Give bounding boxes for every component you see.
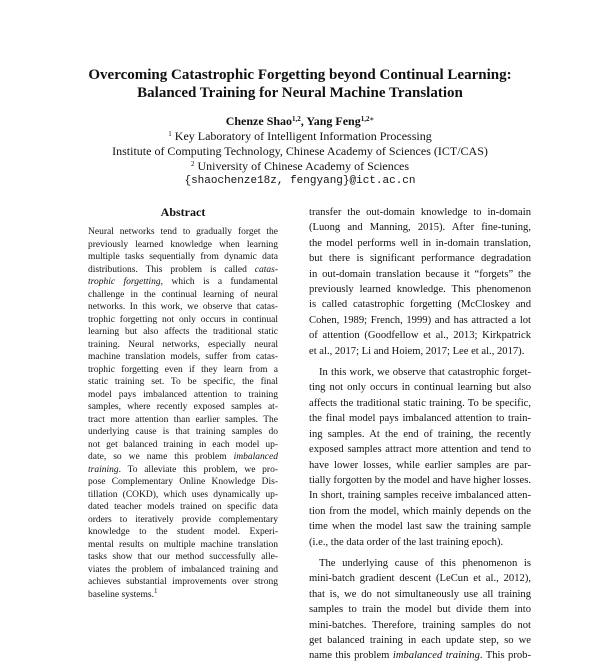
text-run: samples to train the model but divide them into [309, 604, 531, 616]
affiliation-line [60, 129, 540, 144]
text-line [88, 339, 278, 352]
text-line [309, 251, 531, 266]
affiliation-line [60, 144, 540, 159]
text-line [309, 328, 531, 343]
text-run: orders to iteratively provide complementary [88, 514, 278, 525]
footnote-mark: 1 [153, 586, 158, 595]
text-run: is called catastrophic forgetting (McCloskey and [309, 299, 531, 311]
paragraph [309, 556, 531, 664]
text-line [309, 267, 531, 282]
text-line [309, 618, 531, 633]
text-run: tion from the model, which mainly depends on the [309, 505, 531, 517]
emphasis-text: training [88, 464, 119, 475]
text-run: but there is significant performance degradation [309, 253, 531, 265]
text-line [88, 414, 278, 427]
text-run: get balanced training in each update step, so we [309, 634, 531, 646]
text-line [88, 451, 278, 464]
text-line [88, 539, 278, 552]
author-separator: , [300, 114, 307, 128]
text-line [309, 365, 531, 380]
paragraph [309, 365, 531, 550]
title-line-2: Balanced Training for Neural Machine Translation [137, 85, 463, 101]
text-line [309, 220, 531, 235]
author-name: Yang Feng [306, 114, 361, 128]
affil-text: Key Laboratory of Intelligent Information Processing [171, 129, 432, 143]
text-run: tract more attention than earlier samples. The [88, 414, 278, 425]
text-run: transfer the out-domain knowledge to in-domain [309, 207, 531, 218]
text-line [309, 556, 531, 571]
emphasis-text: imbalanced training [392, 650, 480, 662]
text-run: tasks show that our method successfully alle- [88, 552, 278, 562]
text-run: trophic forgetting even if they learn from a [88, 364, 278, 375]
text-line [309, 488, 531, 503]
text-line [88, 464, 278, 477]
text-run: networks. In this work, we observe that catas- [88, 302, 278, 312]
text-line [88, 389, 278, 402]
affil-text: University of Chinese Academy of Sciences [194, 159, 410, 173]
author-list [60, 114, 540, 129]
text-run: tillation (COKD), which uses dynamically up- [88, 489, 278, 500]
text-run: In short, training samples receive imbalanced atten- [309, 490, 531, 502]
text-line [88, 551, 278, 564]
paper-title [60, 66, 540, 102]
text-run: (i.e., the data order of the last training epoch). [309, 536, 504, 548]
text-line [88, 289, 278, 302]
text-run: time when the model last saw the training sample [309, 521, 531, 533]
author-affil-mark: 1,2∗ [360, 115, 375, 123]
text-run: ing samples. At the end of training, the recently [309, 428, 531, 440]
affil-mark: 2 [190, 160, 195, 168]
text-line [309, 571, 531, 586]
text-run: of attention (Goodfellow et al., 2013; Kirkpatrick [309, 330, 531, 342]
text-line [88, 576, 278, 589]
author-email[interactable]: {shaochenze18z, fengyang}@ict.ac.cn [184, 175, 416, 187]
text-run: (Luong and Manning, 2015). After fine-tuning, [309, 222, 531, 234]
text-run: not get balanced training in each model up- [88, 439, 278, 450]
text-line [309, 535, 531, 550]
text-run: underlying cause is that training samples do [88, 427, 278, 437]
text-run: learning but also affects the traditional static [88, 327, 278, 337]
text-run: knowledge to the student model. Experi- [88, 527, 278, 537]
text-line [309, 458, 531, 473]
text-run: multiple tasks sequentially from dynamic data [88, 252, 278, 262]
text-line [88, 364, 278, 377]
author-affil-mark: 1,2 [292, 115, 301, 123]
text-line [309, 380, 531, 395]
text-line [88, 251, 278, 264]
text-run: machine translation models, suffer from catas- [88, 352, 278, 362]
emphasis-text: imbalanced [233, 452, 278, 462]
abstract-body [88, 226, 278, 601]
text-line [88, 476, 278, 489]
text-line [309, 344, 531, 359]
text-line [309, 602, 531, 617]
author-name: Chenze Shao [225, 114, 293, 128]
text-run: The underlying cause of this phenomenon is [319, 557, 531, 569]
text-line [309, 205, 531, 220]
text-line [309, 473, 531, 488]
affil-text: Institute of Computing Technology, Chinese Academy of Sciences (ICT/CAS) [112, 144, 488, 158]
text-run: trophic forgetting not only occurs in continual [88, 314, 278, 325]
text-line [88, 226, 278, 239]
text-line [309, 236, 531, 251]
text-line [88, 376, 278, 389]
text-line [88, 426, 278, 439]
text-run: name this problem [309, 650, 393, 662]
text-run: the final model pays imbalanced attention to train- [309, 413, 531, 425]
text-run: distributions. This problem is called [88, 264, 255, 275]
text-run: model pays imbalanced attention to training [88, 389, 278, 400]
text-line [88, 301, 278, 314]
text-line [309, 427, 531, 442]
text-line [88, 401, 278, 414]
text-line [88, 314, 278, 327]
text-run: challenge in the continual learning of neural [88, 289, 278, 300]
paragraph [309, 205, 531, 359]
text-run: training. Neural networks, especially neural [88, 339, 278, 350]
text-run: . This prob- [479, 650, 532, 662]
text-line [88, 264, 278, 277]
text-run: mental results on multiple machine translation [88, 539, 278, 550]
text-run: , which is a fundamental [160, 277, 278, 287]
text-run: ting not only occurs in continual learning but also [309, 382, 531, 394]
text-line [88, 239, 278, 252]
text-run: mini-batch gradient descent (LeCun et al., 2012), [309, 573, 531, 585]
text-line [309, 519, 531, 534]
emphasis-text: catas- [254, 264, 278, 275]
text-line [88, 439, 278, 452]
affiliations [60, 129, 540, 174]
text-line [309, 411, 531, 426]
text-run: viates the problem of imbalanced training and [88, 564, 278, 575]
affil-mark: 1 [168, 130, 172, 138]
text-run: pose Complementary Online Knowledge Dis- [88, 477, 278, 487]
text-run: static training set. To be specific, the final [88, 377, 278, 387]
text-line [88, 489, 278, 502]
text-line [88, 326, 278, 339]
text-line [309, 442, 531, 457]
text-run: et al., 2017; Li and Hoiem, 2017; Lee et al., 2017). [309, 345, 525, 357]
text-line [88, 526, 278, 539]
text-line [309, 313, 531, 328]
text-run: tially forgotten by the model and have higher losses. [309, 474, 531, 486]
text-run: mini-batches. Therefore, training samples do not [309, 619, 531, 631]
affiliation-line [60, 159, 540, 174]
text-run: In this work, we observe that catastrophic forget- [319, 367, 531, 379]
text-run: exposed samples attract more attention and tend to [309, 444, 531, 456]
text-run: the model performs well in in-domain translation, [309, 237, 531, 249]
text-line [88, 501, 278, 514]
text-run: samples, where recently exposed samples at- [88, 402, 278, 412]
text-run: baseline systems. [88, 589, 154, 600]
text-line [88, 276, 278, 289]
text-line [88, 564, 278, 577]
title-line-1: Overcoming Catastrophic Forgetting beyond Continual Learning: [88, 67, 512, 83]
text-run: Cohen, 1989; French, 1999) and has attracted a lot [309, 314, 531, 326]
text-run: previously learned knowledge when learning [88, 239, 278, 250]
text-line [309, 282, 531, 297]
intro-body [309, 205, 531, 664]
abstract-heading: Abstract [160, 205, 206, 219]
text-line [88, 586, 278, 602]
emphasis-text: trophic forgetting [88, 277, 161, 287]
text-run: previously learned knowledge. This phenomenon [309, 284, 531, 296]
text-line [88, 514, 278, 527]
text-line [309, 396, 531, 411]
text-line [309, 633, 531, 648]
text-run: achieves substantial improvements over strong [88, 577, 278, 587]
text-line [309, 297, 531, 312]
text-line [309, 504, 531, 519]
text-run: have lower losses, while earlier samples are par- [309, 459, 531, 471]
text-run: dated teacher models trained on specific data [88, 502, 278, 512]
text-run: in out-domain translation because it “forgets” the [309, 268, 531, 280]
text-line [309, 648, 531, 663]
text-run: date, so we name this problem [88, 452, 234, 462]
text-run: . To alleviate this problem, we pro- [118, 464, 278, 475]
text-run: affects the traditional static training. To be specific, [309, 397, 531, 409]
text-run: that is, we do not simultaneously use all training [309, 588, 531, 600]
text-line [88, 351, 278, 364]
text-run: Neural networks tend to gradually forget the [88, 227, 278, 237]
